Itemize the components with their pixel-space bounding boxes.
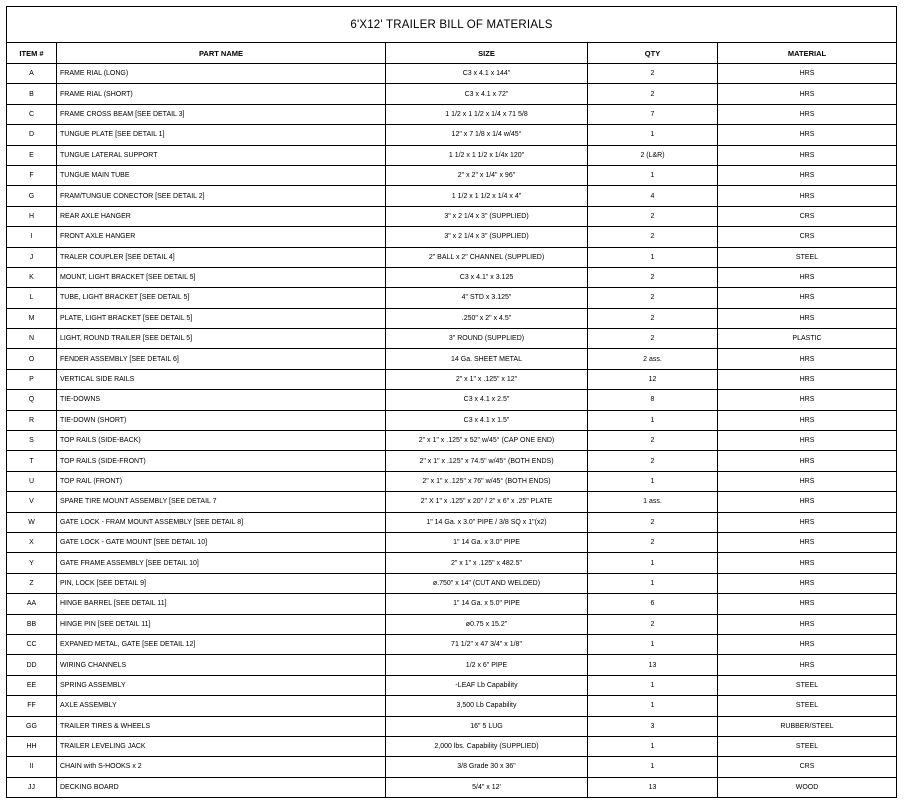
table-row (7, 532, 897, 552)
item-number-cell: FF (7, 696, 57, 716)
part-name-cell: TRAILER LEVELING JACK (57, 736, 386, 756)
part-name-cell: PIN, LOCK [SEE DETAIL 9] (57, 573, 386, 593)
item-number-cell: AA (7, 594, 57, 614)
qty-cell: 2 (588, 512, 718, 532)
table-row (7, 369, 897, 389)
part-name-cell: GATE LOCK - GATE MOUNT [SEE DETAIL 10] (57, 532, 386, 552)
qty-cell: 2 (588, 288, 718, 308)
qty-cell: 1 (588, 410, 718, 430)
qty-cell: 2 (588, 308, 718, 328)
qty-cell: 1 (588, 471, 718, 491)
item-number-cell: L (7, 288, 57, 308)
part-name-cell: TUBE, LIGHT BRACKET [SEE DETAIL 5] (57, 288, 386, 308)
qty-cell: 2 (588, 329, 718, 349)
qty-cell: 1 (588, 634, 718, 654)
table-row (7, 329, 897, 349)
item-number-cell: DD (7, 655, 57, 675)
item-number-cell: C (7, 104, 57, 124)
qty-cell: 1 (588, 736, 718, 756)
table-row (7, 655, 897, 675)
part-name-cell: CHAIN with S-HOOKS x 2 (57, 757, 386, 777)
qty-cell: 6 (588, 594, 718, 614)
size-cell: 2" BALL x 2" CHANNEL (SUPPLIED) (386, 247, 588, 267)
table-row (7, 471, 897, 491)
table-row (7, 492, 897, 512)
material-cell: HRS (718, 369, 897, 389)
part-name-cell: FRAME CROSS BEAM [SEE DETAIL 3] (57, 104, 386, 124)
material-cell: HRS (718, 410, 897, 430)
material-cell: HRS (718, 492, 897, 512)
item-number-cell: U (7, 471, 57, 491)
part-name-cell: HINGE PIN [SEE DETAIL 11] (57, 614, 386, 634)
qty-cell: 2 ass. (588, 349, 718, 369)
material-cell: HRS (718, 655, 897, 675)
item-number-cell: Y (7, 553, 57, 573)
size-cell: 3/8 Grade 30 x 36" (386, 757, 588, 777)
table-row (7, 125, 897, 145)
material-cell: CRS (718, 206, 897, 226)
part-name-cell: TOP RAIL (FRONT) (57, 471, 386, 491)
table-row (7, 736, 897, 756)
table-row (7, 267, 897, 287)
qty-cell: 2 (588, 227, 718, 247)
part-name-cell: VERTICAL SIDE RAILS (57, 369, 386, 389)
qty-cell: 1 ass. (588, 492, 718, 512)
item-number-cell: R (7, 410, 57, 430)
item-number-cell: F (7, 165, 57, 185)
material-cell: PLASTIC (718, 329, 897, 349)
material-cell: HRS (718, 349, 897, 369)
item-number-cell: B (7, 84, 57, 104)
table-row (7, 206, 897, 226)
size-cell: 2" x 1" x .125" x 12" (386, 369, 588, 389)
table-row (7, 64, 897, 84)
part-name-cell: GATE FRAME ASSEMBLY [SEE DETAIL 10] (57, 553, 386, 573)
part-name-cell: TRALER COUPLER [SEE DETAIL 4] (57, 247, 386, 267)
material-cell: HRS (718, 471, 897, 491)
qty-cell: 2 (588, 64, 718, 84)
material-cell: CRS (718, 757, 897, 777)
size-cell: 14 Ga. SHEET METAL (386, 349, 588, 369)
table-row (7, 696, 897, 716)
item-number-cell: II (7, 757, 57, 777)
material-cell: HRS (718, 573, 897, 593)
size-cell: 1/2 x 6" PIPE (386, 655, 588, 675)
material-cell: HRS (718, 308, 897, 328)
qty-cell: 1 (588, 165, 718, 185)
qty-cell: 2 (588, 84, 718, 104)
table-row (7, 410, 897, 430)
table-row (7, 288, 897, 308)
material-cell: WOOD (718, 777, 897, 797)
part-name-cell: WIRING CHANNELS (57, 655, 386, 675)
qty-cell: 2 (588, 431, 718, 451)
size-cell: ø.750" x 14" (CUT AND WELDED) (386, 573, 588, 593)
item-number-cell: Z (7, 573, 57, 593)
column-header-size: SIZE (386, 43, 588, 64)
item-number-cell: E (7, 145, 57, 165)
size-cell: -LEAF Lb Capability (386, 675, 588, 695)
part-name-cell: TUNGUE PLATE [SEE DETAIL 1] (57, 125, 386, 145)
column-header-row (7, 43, 897, 64)
item-number-cell: X (7, 532, 57, 552)
material-cell: HRS (718, 288, 897, 308)
size-cell: C3 x 4.1 x 1.5" (386, 410, 588, 430)
material-cell: HRS (718, 267, 897, 287)
table-row (7, 431, 897, 451)
item-number-cell: BB (7, 614, 57, 634)
item-number-cell: JJ (7, 777, 57, 797)
part-name-cell: TUNGUE MAIN TUBE (57, 165, 386, 185)
bom-table (6, 6, 897, 798)
table-row (7, 165, 897, 185)
column-header-qty: QTY (588, 43, 718, 64)
table-row (7, 594, 897, 614)
item-number-cell: EE (7, 675, 57, 695)
size-cell: 3" x 2 1/4 x 3" (SUPPLIED) (386, 227, 588, 247)
qty-cell: 1 (588, 675, 718, 695)
size-cell: 1" 14 Ga. x 5.0" PIPE (386, 594, 588, 614)
qty-cell: 2 (588, 267, 718, 287)
item-number-cell: S (7, 431, 57, 451)
material-cell: HRS (718, 431, 897, 451)
part-name-cell: TIE-DOWN (SHORT) (57, 410, 386, 430)
table-row (7, 757, 897, 777)
table-row (7, 573, 897, 593)
item-number-cell: M (7, 308, 57, 328)
qty-cell: 8 (588, 390, 718, 410)
size-cell: 1 1/2 x 1 1/2 x 1/4 x 71 5/8 (386, 104, 588, 124)
part-name-cell: TIE-DOWNS (57, 390, 386, 410)
table-row (7, 634, 897, 654)
material-cell: STEEL (718, 736, 897, 756)
qty-cell: 2 (588, 451, 718, 471)
part-name-cell: FENDER ASSEMBLY [SEE DETAIL 6] (57, 349, 386, 369)
material-cell: RUBBER/STEEL (718, 716, 897, 736)
qty-cell: 1 (588, 125, 718, 145)
material-cell: HRS (718, 634, 897, 654)
qty-cell: 13 (588, 777, 718, 797)
table-row (7, 145, 897, 165)
part-name-cell: SPARE TIRE MOUNT ASSEMBLY [SEE DETAIL 7 (57, 492, 386, 512)
table-row (7, 186, 897, 206)
size-cell: 4" STD x 3.125" (386, 288, 588, 308)
item-number-cell: Q (7, 390, 57, 410)
size-cell: 16" 5 LUG (386, 716, 588, 736)
item-number-cell: J (7, 247, 57, 267)
size-cell: 1" 14 Ga. x 3.0" PIPE (386, 532, 588, 552)
material-cell: HRS (718, 125, 897, 145)
table-row (7, 390, 897, 410)
part-name-cell: TUNGUE LATERAL SUPPORT (57, 145, 386, 165)
table-row (7, 716, 897, 736)
item-number-cell: K (7, 267, 57, 287)
size-cell: 2" x 1" x .125" x 74.5" w/45° (BOTH ENDS) (386, 451, 588, 471)
column-header-material: MATERIAL (718, 43, 897, 64)
material-cell: STEEL (718, 696, 897, 716)
part-name-cell: DECKING BOARD (57, 777, 386, 797)
size-cell: 2" x 1" x .125" x 52" w/45° (CAP ONE END) (386, 431, 588, 451)
table-row (7, 349, 897, 369)
item-number-cell: CC (7, 634, 57, 654)
table-row (7, 308, 897, 328)
size-cell: 71 1/2" x 47 3/4" x 1/8" (386, 634, 588, 654)
material-cell: HRS (718, 186, 897, 206)
material-cell: HRS (718, 104, 897, 124)
size-cell: 1 1/2 x 1 1/2 x 1/4 x 4" (386, 186, 588, 206)
size-cell: 3,500 Lb Capability (386, 696, 588, 716)
material-cell: HRS (718, 390, 897, 410)
material-cell: HRS (718, 64, 897, 84)
size-cell: 5/4" x 12' (386, 777, 588, 797)
qty-cell: 1 (588, 247, 718, 267)
size-cell: .250" x 2" x 4.5" (386, 308, 588, 328)
size-cell: 2,000 lbs. Capability (SUPPLIED) (386, 736, 588, 756)
material-cell: HRS (718, 553, 897, 573)
material-cell: HRS (718, 512, 897, 532)
material-cell: HRS (718, 451, 897, 471)
table-row (7, 675, 897, 695)
column-header-part-name: PART NAME (57, 43, 386, 64)
material-cell: HRS (718, 594, 897, 614)
part-name-cell: TRAILER TIRES & WHEELS (57, 716, 386, 736)
qty-cell: 13 (588, 655, 718, 675)
material-cell: STEEL (718, 675, 897, 695)
bill-of-materials-sheet (6, 6, 896, 798)
part-name-cell: TOP RAILS (SIDE-BACK) (57, 431, 386, 451)
size-cell: 1 1/2 x 1 1/2 x 1/4x 120" (386, 145, 588, 165)
part-name-cell: REAR AXLE HANGER (57, 206, 386, 226)
item-number-cell: O (7, 349, 57, 369)
qty-cell: 2 (L&R) (588, 145, 718, 165)
column-header-item: ITEM # (7, 43, 57, 64)
part-name-cell: FRONT AXLE HANGER (57, 227, 386, 247)
table-row (7, 512, 897, 532)
item-number-cell: HH (7, 736, 57, 756)
qty-cell: 1 (588, 696, 718, 716)
item-number-cell: P (7, 369, 57, 389)
item-number-cell: T (7, 451, 57, 471)
qty-cell: 4 (588, 186, 718, 206)
size-cell: 2" x 2" x 1/4" x 96" (386, 165, 588, 185)
bom-table-body (7, 64, 897, 798)
part-name-cell: LIGHT, ROUND TRAILER [SEE DETAIL 5] (57, 329, 386, 349)
table-row (7, 84, 897, 104)
material-cell: HRS (718, 84, 897, 104)
item-number-cell: G (7, 186, 57, 206)
part-name-cell: FRAME RIAL (SHORT) (57, 84, 386, 104)
part-name-cell: MOUNT, LIGHT BRACKET [SEE DETAIL 5] (57, 267, 386, 287)
item-number-cell: N (7, 329, 57, 349)
item-number-cell: V (7, 492, 57, 512)
item-number-cell: D (7, 125, 57, 145)
item-number-cell: H (7, 206, 57, 226)
part-name-cell: GATE LOCK - FRAM MOUNT ASSEMBLY [SEE DETAIL 8] (57, 512, 386, 532)
qty-cell: 2 (588, 532, 718, 552)
qty-cell: 12 (588, 369, 718, 389)
part-name-cell: PLATE, LIGHT BRACKET [SEE DETAIL 5] (57, 308, 386, 328)
size-cell: C3 x 4.1 x 2.5" (386, 390, 588, 410)
material-cell: HRS (718, 145, 897, 165)
size-cell: 12" x 7 1/8 x 1/4 w/45° (386, 125, 588, 145)
table-row (7, 451, 897, 471)
qty-cell: 3 (588, 716, 718, 736)
qty-cell: 2 (588, 614, 718, 634)
table-row (7, 777, 897, 797)
qty-cell: 1 (588, 757, 718, 777)
qty-cell: 2 (588, 206, 718, 226)
part-name-cell: TOP RAILS (SIDE-FRONT) (57, 451, 386, 471)
size-cell: C3 x 4.1 x 72" (386, 84, 588, 104)
item-number-cell: W (7, 512, 57, 532)
part-name-cell: AXLE ASSEMBLY (57, 696, 386, 716)
part-name-cell: SPRING ASSEMBLY (57, 675, 386, 695)
size-cell: 2" x 1" x .125" x 76" w/45° (BOTH ENDS) (386, 471, 588, 491)
part-name-cell: HINGE BARREL [SEE DETAIL 11] (57, 594, 386, 614)
table-row (7, 104, 897, 124)
part-name-cell: EXPANED METAL, GATE [SEE DETAIL 12] (57, 634, 386, 654)
size-cell: C3 x 4.1 x 144" (386, 64, 588, 84)
size-cell: 2" X 1" x .125" x 20" / 2" x 6" x .25" PLATE (386, 492, 588, 512)
size-cell: 1" 14 Ga. x 3.0" PIPE / 3/8 SQ x 1"(x2) (386, 512, 588, 532)
table-row (7, 247, 897, 267)
material-cell: HRS (718, 532, 897, 552)
size-cell: C3 x 4.1" x 3.125 (386, 267, 588, 287)
item-number-cell: A (7, 64, 57, 84)
material-cell: HRS (718, 614, 897, 634)
material-cell: CRS (718, 227, 897, 247)
qty-cell: 7 (588, 104, 718, 124)
size-cell: 3" x 2 1/4 x 3" (SUPPLIED) (386, 206, 588, 226)
part-name-cell: FRAM/TUNGUE CONECTOR [SEE DETAIL 2] (57, 186, 386, 206)
table-row (7, 614, 897, 634)
size-cell: 3" ROUND (SUPPLIED) (386, 329, 588, 349)
table-title: 6'X12' TRAILER BILL OF MATERIALS (7, 7, 897, 43)
item-number-cell: GG (7, 716, 57, 736)
table-row (7, 553, 897, 573)
table-row (7, 227, 897, 247)
material-cell: HRS (718, 165, 897, 185)
part-name-cell: FRAME RIAL (LONG) (57, 64, 386, 84)
qty-cell: 1 (588, 553, 718, 573)
material-cell: STEEL (718, 247, 897, 267)
size-cell: ø0.75 x 15.2" (386, 614, 588, 634)
qty-cell: 1 (588, 573, 718, 593)
size-cell: 2" x 1" x .125" x 482.5" (386, 553, 588, 573)
item-number-cell: I (7, 227, 57, 247)
